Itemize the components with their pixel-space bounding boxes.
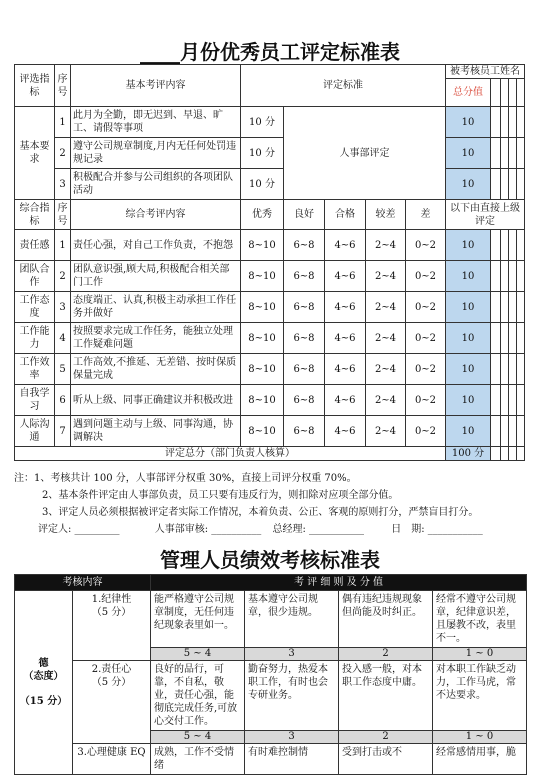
- criteria-desc: 勤奋努力，热爱本职工作，有时也会专研业务。: [245, 661, 339, 731]
- comp-range: 4~6: [325, 385, 366, 416]
- header2-leader: 以下由直接上级评定: [446, 200, 525, 230]
- category-line: （15 分）: [19, 696, 68, 707]
- comp-value: 10: [446, 385, 491, 416]
- blank-cell[interactable]: [509, 385, 517, 416]
- comp-value: 10: [446, 354, 491, 385]
- comp-category: 团队合作: [15, 261, 55, 292]
- blank-cell[interactable]: [509, 292, 517, 323]
- comp-content: 工作高效,不推延、无差错、按时保质保量完成: [71, 354, 241, 385]
- name-cell[interactable]: [517, 79, 525, 107]
- comp-range: 4~6: [325, 230, 366, 261]
- score-range: 5 ~ 4: [151, 731, 245, 744]
- score-range: 1 ~ 0: [433, 648, 527, 661]
- employee-evaluation-table: [14, 64, 525, 461]
- header-employee-name: 被考核员工姓名: [446, 65, 525, 79]
- item-line: 2.责任心: [91, 664, 132, 675]
- comp-category: 人际沟通: [15, 416, 55, 447]
- blank-cell[interactable]: [517, 138, 525, 169]
- comp-range: 0~2: [406, 416, 446, 447]
- blank-cell[interactable]: [509, 138, 517, 169]
- comp-range: 4~6: [325, 292, 366, 323]
- score-range: 1 ~ 0: [433, 731, 527, 744]
- blank-cell[interactable]: [517, 230, 525, 261]
- row-score: 10 分: [241, 107, 284, 138]
- blank-cell[interactable]: [501, 261, 509, 292]
- note-line: 注：1、考核共计 100 分，人事部评分权重 30%，直接上司评分权重 70%。: [14, 473, 357, 484]
- blank-cell[interactable]: [501, 354, 509, 385]
- blank-cell[interactable]: [517, 385, 525, 416]
- comp-content: 态度端正、认真,积极主动承担工作任务并做好: [71, 292, 241, 323]
- level-pass: 合格: [325, 200, 366, 230]
- name-cell[interactable]: [501, 79, 509, 107]
- comp-category: 工作能力: [15, 323, 55, 354]
- comp-category: 工作态度: [15, 292, 55, 323]
- row-value: 10: [446, 169, 491, 200]
- comp-range: 0~2: [406, 385, 446, 416]
- comp-range: 6~8: [284, 323, 325, 354]
- evaluator-field[interactable]: 评定人: _________: [38, 524, 120, 535]
- blank-cell[interactable]: [491, 107, 501, 138]
- blank-cell[interactable]: [501, 385, 509, 416]
- comp-range: 8~10: [241, 354, 284, 385]
- comp-value: 10: [446, 416, 491, 447]
- comp-range: 6~8: [284, 292, 325, 323]
- comp-range: 0~2: [406, 292, 446, 323]
- criteria-desc: 基本遵守公司规章，很少违规。: [245, 591, 339, 648]
- blank-cell[interactable]: [517, 107, 525, 138]
- manager-field[interactable]: 总经理: ___________: [272, 524, 365, 535]
- comp-content: 责任心强，对自己工作负责，不抱怨: [71, 230, 241, 261]
- category-morality: [15, 591, 73, 775]
- item-mental-health: 3.心理健康 EQ: [73, 744, 151, 775]
- blank-cell[interactable]: [491, 169, 501, 200]
- blank-cell[interactable]: [491, 261, 501, 292]
- header-seq: 序号: [55, 65, 71, 107]
- level-poor: 较差: [366, 200, 406, 230]
- comp-range: 8~10: [241, 230, 284, 261]
- name-cell[interactable]: [509, 79, 517, 107]
- comp-content: 听从上级、同事正确建议并积极改进: [71, 385, 241, 416]
- blank-cell[interactable]: [491, 354, 501, 385]
- blank-cell[interactable]: [491, 323, 501, 354]
- blank-cell[interactable]: [491, 447, 501, 461]
- header-assessment-content: 考核内容: [15, 575, 151, 591]
- criteria-desc: 成熟，工作不受情绪: [151, 744, 245, 775]
- header2-seq: 序号: [55, 200, 71, 230]
- blank-cell[interactable]: [517, 447, 525, 461]
- blank-cell[interactable]: [517, 169, 525, 200]
- basic-category: 基本要求: [15, 107, 55, 200]
- blank-cell[interactable]: [509, 169, 517, 200]
- item-discipline: [73, 591, 151, 661]
- blank-cell[interactable]: [509, 261, 517, 292]
- comp-seq: 4: [55, 323, 71, 354]
- blank-cell[interactable]: [517, 261, 525, 292]
- criteria-desc: 能严格遵守公司规章制度，无任何违纪现象表里如一。: [151, 591, 245, 648]
- name-cell[interactable]: [491, 79, 501, 107]
- criteria-desc: 投入感一般，对本职工作态度中庸。: [339, 661, 433, 731]
- note-line: 3、评定人员必须根据被评定者实际工作情况，本着负责、公正、客观的原则打分，严禁盲目打分。: [42, 507, 479, 518]
- comp-value: 10: [446, 323, 491, 354]
- hr-review-field[interactable]: 人事部审核: __________: [154, 524, 262, 535]
- row-value: 10: [446, 107, 491, 138]
- comp-range: 6~8: [284, 230, 325, 261]
- blank-cell[interactable]: [501, 416, 509, 447]
- row-value: 10: [446, 138, 491, 169]
- blank-cell[interactable]: [501, 138, 509, 169]
- comp-range: 8~10: [241, 416, 284, 447]
- blank-cell[interactable]: [501, 447, 509, 461]
- comp-range: 4~6: [325, 354, 366, 385]
- score-range: 2: [339, 731, 433, 744]
- row-content: 此月为全勤，即无迟到、早退、旷工、请假等事项: [71, 107, 241, 138]
- criteria-desc: 对本职工作缺乏动力，工作马虎，常不达要求。: [433, 661, 527, 731]
- category-line: 德: [38, 658, 49, 669]
- comp-range: 0~2: [406, 323, 446, 354]
- comp-content: 按照要求完成工作任务，能独立处理工作疑难问题: [71, 323, 241, 354]
- management-table-title: 管理人员绩效考核标准表: [160, 548, 380, 572]
- row-seq: 3: [55, 169, 71, 200]
- row-content: 遵守公司规章制度,月内无任何处罚违规记录: [71, 138, 241, 169]
- comp-range: 6~8: [284, 385, 325, 416]
- blank-cell[interactable]: [491, 230, 501, 261]
- blank-cell[interactable]: [501, 292, 509, 323]
- note-line: 2、基本条件评定由人事部负责，员工只要有违反行为，则扣除对应项全部分值。: [42, 490, 399, 501]
- blank-cell[interactable]: [501, 169, 509, 200]
- score-range: 2: [339, 648, 433, 661]
- date-field[interactable]: 日 期: ___________: [391, 524, 483, 535]
- hr-evaluation: 人事部评定: [284, 107, 446, 200]
- blank-cell[interactable]: [517, 354, 525, 385]
- blank-cell[interactable]: [501, 323, 509, 354]
- row-seq: 1: [55, 107, 71, 138]
- header-basic-content: 基本考评内容: [71, 65, 241, 107]
- comp-value: 10: [446, 261, 491, 292]
- comp-range: 2~4: [366, 261, 406, 292]
- item-line: （5 分）: [91, 607, 132, 618]
- blank-cell[interactable]: [491, 385, 501, 416]
- comp-seq: 2: [55, 261, 71, 292]
- comp-range: 2~4: [366, 354, 406, 385]
- evaluation-form-title: ____月份优秀员工评定标准表: [140, 40, 400, 64]
- row-score: 10 分: [241, 138, 284, 169]
- comp-range: 8~10: [241, 261, 284, 292]
- comp-range: 8~10: [241, 292, 284, 323]
- blank-cell[interactable]: [517, 323, 525, 354]
- criteria-desc: 有时难控制情: [245, 744, 339, 775]
- blank-cell[interactable]: [491, 416, 501, 447]
- criteria-desc: 良好的品行，可靠，不自私，敬业，责任心强，能彻底完成任务,可放心交付工作。: [151, 661, 245, 731]
- total-value: 100 分: [446, 447, 491, 461]
- comp-range: 4~6: [325, 323, 366, 354]
- comp-value: 10: [446, 230, 491, 261]
- header2-content: 综合考评内容: [71, 200, 241, 230]
- blank-cell[interactable]: [517, 416, 525, 447]
- level-bad: 差: [406, 200, 446, 230]
- blank-cell[interactable]: [509, 323, 517, 354]
- comp-category: 责任感: [15, 230, 55, 261]
- blank-cell[interactable]: [509, 416, 517, 447]
- comp-content: 遇到问题主动与上级、同事沟通，协调解决: [71, 416, 241, 447]
- comp-value: 10: [446, 292, 491, 323]
- comp-range: 2~4: [366, 323, 406, 354]
- comp-content: 团队意识强,顾大局,积极配合相关部门工作: [71, 261, 241, 292]
- comp-category: 自我学习: [15, 385, 55, 416]
- comp-range: 0~2: [406, 354, 446, 385]
- comp-range: 6~8: [284, 416, 325, 447]
- comp-range: 4~6: [325, 416, 366, 447]
- comp-range: 0~2: [406, 261, 446, 292]
- criteria-desc: 经常感情用事，脆: [433, 744, 527, 775]
- header-standard: 评定标准: [241, 65, 446, 107]
- comp-category: 工作效率: [15, 354, 55, 385]
- item-line: 1.纪律性: [91, 594, 132, 605]
- management-assessment-table: [14, 574, 527, 775]
- comp-range: 6~8: [284, 261, 325, 292]
- comp-seq: 5: [55, 354, 71, 385]
- header-category: 评选指标: [15, 65, 55, 107]
- score-range: 3: [245, 731, 339, 744]
- blank-cell[interactable]: [501, 230, 509, 261]
- comp-seq: 1: [55, 230, 71, 261]
- score-range: 5 ~ 4: [151, 648, 245, 661]
- comp-range: 8~10: [241, 385, 284, 416]
- blank-cell[interactable]: [509, 107, 517, 138]
- comp-seq: 3: [55, 292, 71, 323]
- comp-range: 2~4: [366, 416, 406, 447]
- comp-seq: 6: [55, 385, 71, 416]
- row-content: 积极配合并参与公司组织的各项团队活动: [71, 169, 241, 200]
- blank-cell[interactable]: [509, 447, 517, 461]
- blank-cell[interactable]: [491, 138, 501, 169]
- row-score: 10 分: [241, 169, 284, 200]
- header-total-value: 总分值: [446, 79, 491, 107]
- item-responsibility: [73, 661, 151, 744]
- comp-seq: 7: [55, 416, 71, 447]
- comp-range: 2~4: [366, 230, 406, 261]
- category-line: （态度）: [23, 671, 64, 682]
- level-excellent: 优秀: [241, 200, 284, 230]
- blank-cell[interactable]: [509, 354, 517, 385]
- comp-range: 4~6: [325, 261, 366, 292]
- total-label: 评定总分（部门负责人核算）: [15, 447, 446, 461]
- comp-range: 8~10: [241, 323, 284, 354]
- header-detail-and-score: 考 评 细 则 及 分 值: [151, 575, 527, 591]
- comp-range: 2~4: [366, 385, 406, 416]
- row-seq: 2: [55, 138, 71, 169]
- criteria-desc: 经常不遵守公司规章，纪律意识差，且屡教不改，表里不一。: [433, 591, 527, 648]
- blank-cell[interactable]: [517, 292, 525, 323]
- signature-line: [14, 520, 524, 535]
- blank-cell[interactable]: [509, 230, 517, 261]
- criteria-desc: 受到打击或不: [339, 744, 433, 775]
- comp-range: 0~2: [406, 230, 446, 261]
- level-good: 良好: [284, 200, 325, 230]
- score-range: 3: [245, 648, 339, 661]
- comp-range: 2~4: [366, 292, 406, 323]
- item-line: （5 分）: [91, 677, 132, 688]
- blank-cell[interactable]: [501, 107, 509, 138]
- comp-range: 6~8: [284, 354, 325, 385]
- blank-cell[interactable]: [491, 292, 501, 323]
- header2-category: 综合指标: [15, 200, 55, 230]
- notes: [14, 470, 524, 521]
- criteria-desc: 偶有违纪违规现象但尚能及时纠正。: [339, 591, 433, 648]
